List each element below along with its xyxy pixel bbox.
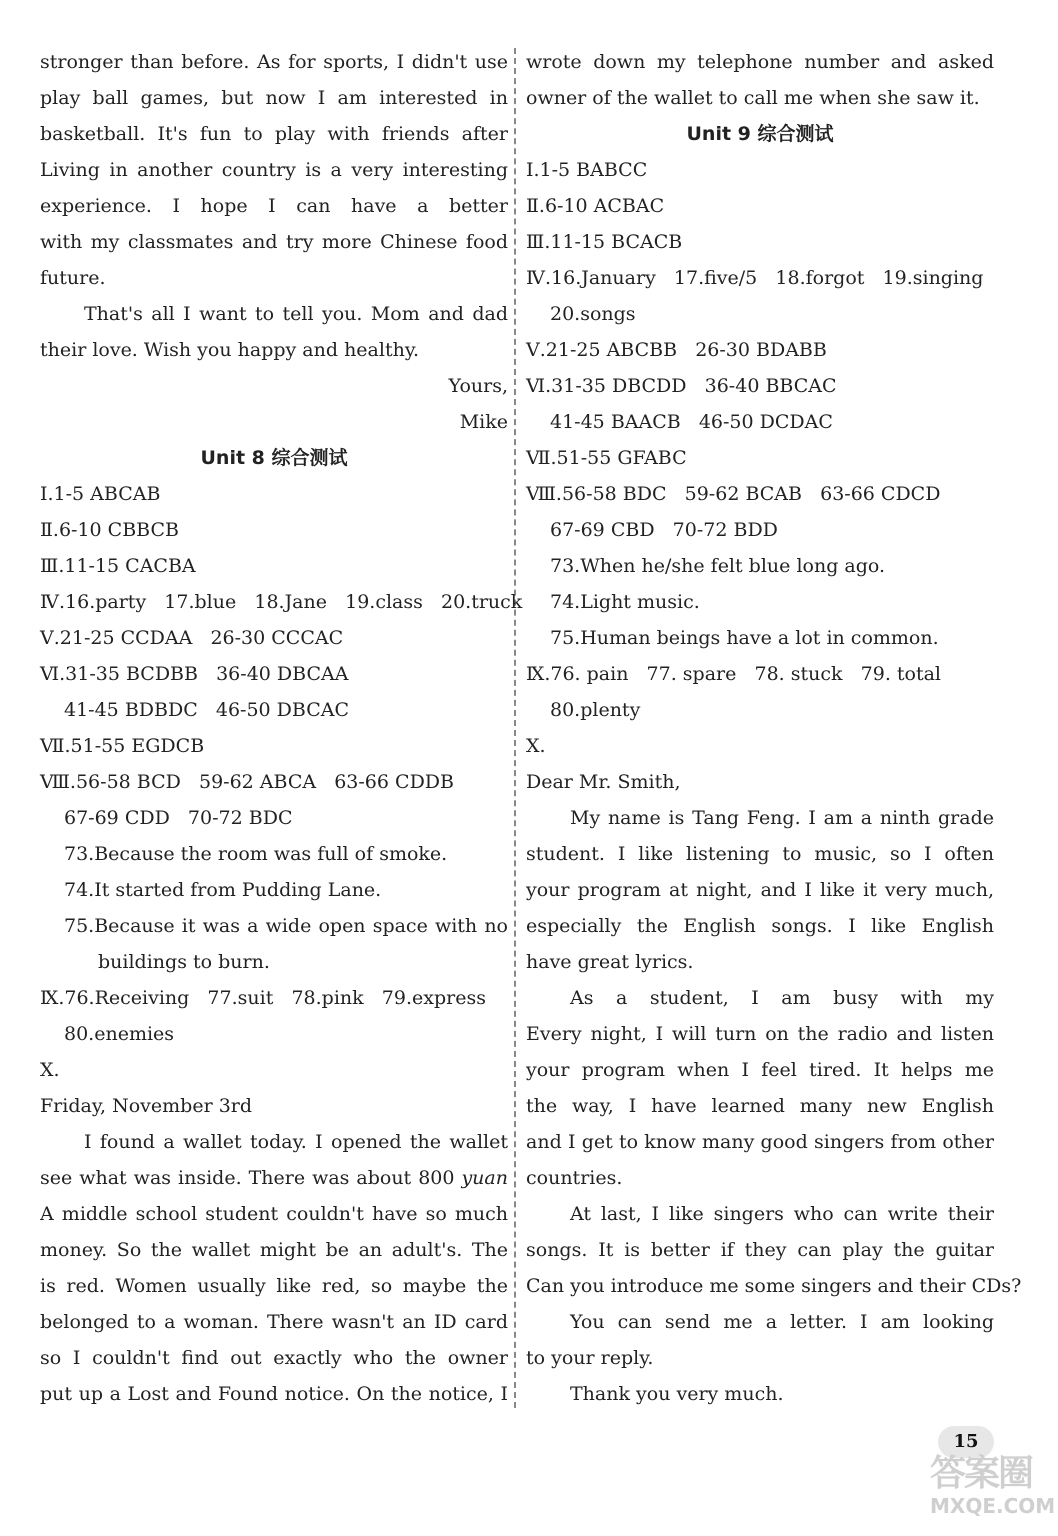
text-line: stronger than before. As for sports, I didn't use: [40, 51, 508, 73]
text-line: countries.: [526, 1167, 623, 1189]
section-ten-label: Ⅹ.: [40, 1059, 60, 1081]
answer-line: 74.Light music.: [550, 591, 700, 613]
text-line: My name is Tang Feng. I am a ninth grade: [570, 807, 994, 829]
text-line: put up a Lost and Found notice. On the notice, I: [40, 1383, 508, 1405]
text-line: Can you introduce me some singers and their CDs?: [526, 1275, 1022, 1297]
text-line: money. So the wallet might be an adult's. The: [40, 1239, 508, 1261]
answer-line: Ⅸ.76.Receiving 77.suit 78.pink 79.express: [40, 987, 486, 1009]
answer-line: Ⅱ.6-10 ACBAC: [526, 195, 665, 217]
letter-sign-name: Mike: [459, 411, 508, 433]
answer-line: 73.When he/she felt blue long ago.: [550, 555, 886, 577]
text-line: the way, I have learned many new English: [526, 1095, 994, 1117]
answer-line: Ⅴ.21-25 ABCBB 26-30 BDABB: [526, 339, 827, 361]
answer-line: 67-69 CDD 70-72 BDC: [64, 807, 293, 829]
text-line: your program at night, and I like it very much,: [526, 879, 994, 901]
unit8-title: Unit 8 综合测试: [200, 447, 348, 469]
answer-line: Ⅳ.16.January 17.five/5 18.forgot 19.singing: [526, 267, 984, 289]
text-line: experience. I hope I can have a better: [40, 195, 508, 217]
text-line: You can send me a letter. I am looking: [570, 1311, 994, 1333]
text-line: songs. It is better if they can play the guitar: [526, 1239, 994, 1261]
letter-ending: [40, 44, 508, 440]
text-line: owner of the wallet to call me when she saw it.: [526, 87, 980, 109]
text-line: is red. Women usually like red, so maybe the: [40, 1275, 508, 1297]
text-line: At last, I like singers who can write their: [570, 1203, 994, 1225]
diary-entry: [40, 1088, 508, 1412]
answer-line: 73.Because the room was full of smoke.: [64, 843, 448, 865]
diary-date: Friday, November 3rd: [40, 1095, 253, 1117]
answer-line: 20.songs: [550, 303, 636, 325]
answer-line: Ⅶ.51-55 EGDCB: [40, 735, 205, 757]
text-line: so I couldn't find out exactly who the owner: [40, 1347, 508, 1369]
text-line: and I get to know many good singers from other: [526, 1131, 994, 1153]
answer-line: 80.plenty: [550, 699, 641, 721]
answer-line: Ⅷ.56-58 BDC 59-62 BCAB 63-66 CDCD: [526, 483, 941, 505]
italic-word: yuan: [461, 1167, 508, 1189]
letter-salutation: Dear Mr. Smith,: [526, 771, 681, 793]
text-line: [40, 1160, 508, 1196]
section-ten-label: Ⅹ.: [526, 735, 546, 757]
text-line: play ball games, but now I am interested in: [40, 87, 508, 109]
text-line: As a student, I am busy with my: [570, 987, 994, 1009]
text-line: student. I like listening to music, so I often: [526, 843, 994, 865]
answer-line: Ⅴ.21-25 CCDAA 26-30 CCCAC: [40, 627, 344, 649]
answer-line: Ⅷ.56-58 BCD 59-62 ABCA 63-66 CDDB: [40, 771, 454, 793]
answer-line: 75.Human beings have a lot in common.: [550, 627, 939, 649]
answer-line: 41-45 BDBDC 46-50 DBCAC: [64, 699, 350, 721]
answer-line: 41-45 BAACB 46-50 DCDAC: [550, 411, 833, 433]
text-line: your program when I feel tired. It helps me: [526, 1059, 994, 1081]
text-span: see what was inside. There was about 800: [40, 1167, 462, 1189]
watermark-url: MXQE.COM: [930, 1494, 1056, 1518]
answer-line: Ⅵ.31-35 DBCDD 36-40 BBCAC: [526, 375, 837, 397]
text-line: belonged to a woman. There wasn't an ID card: [40, 1311, 508, 1333]
answer-line: Ⅳ.16.party 17.blue 18.Jane 19.class 20.truck: [40, 591, 523, 613]
answer-line: buildings to burn.: [98, 951, 270, 973]
answer-line: 80.enemies: [64, 1023, 175, 1045]
answer-line: Ⅲ.11-15 CACBA: [40, 555, 196, 577]
watermark: [930, 1453, 1056, 1526]
text-line: future.: [40, 267, 106, 289]
text-line: have great lyrics.: [526, 951, 694, 973]
answer-line: 74.It started from Pudding Lane.: [64, 879, 382, 901]
answer-line: Ⅸ.76. pain 77. spare 78. stuck 79. total: [526, 663, 942, 685]
right-column: [526, 44, 1022, 1412]
text-line: their love. Wish you happy and healthy.: [40, 339, 420, 361]
column-divider: [514, 48, 516, 1408]
answer-line: Ⅰ.1-5 ABCAB: [40, 483, 161, 505]
answer-line: 75.Because it was a wide open space with no: [64, 915, 508, 937]
text-line: basketball. It's fun to play with friends after: [40, 123, 508, 145]
text-line: with my classmates and try more Chinese food: [40, 231, 508, 253]
answer-line: Ⅶ.51-55 GFABC: [526, 447, 687, 469]
text-line: wrote down my telephone number and asked: [526, 51, 994, 73]
text-line: to your reply.: [526, 1347, 654, 1369]
text-line: Every night, I will turn on the radio and listen: [526, 1023, 994, 1045]
unit9-answers: [526, 152, 994, 764]
unit9-title: Unit 9 综合测试: [686, 123, 834, 145]
text-line: Living in another country is a very interesting: [40, 159, 508, 181]
text-line: A middle school student couldn't have so much: [40, 1203, 508, 1225]
text-line: especially the English songs. I like English: [526, 915, 994, 937]
page-number: 15: [953, 1431, 979, 1452]
answer-line: 67-69 CBD 70-72 BDD: [550, 519, 778, 541]
text-line: I found a wallet today. I opened the wallet: [84, 1131, 508, 1153]
text-line: That's all I want to tell you. Mom and dad: [84, 303, 508, 325]
watermark-logo: 答案圈: [930, 1453, 1033, 1494]
model-letter: [526, 764, 1022, 1412]
answer-line: Ⅱ.6-10 CBBCB: [40, 519, 179, 541]
unit8-answers: [40, 476, 523, 1088]
answer-line: Ⅲ.11-15 BCACB: [526, 231, 683, 253]
left-column: [40, 44, 523, 1412]
letter-sign-yours: Yours,: [448, 375, 508, 397]
letter-closing: Thank you very much.: [570, 1383, 784, 1405]
answer-line: Ⅵ.31-35 BCDBB 36-40 DBCAA: [40, 663, 349, 685]
answer-line: Ⅰ.1-5 BABCC: [526, 159, 648, 181]
